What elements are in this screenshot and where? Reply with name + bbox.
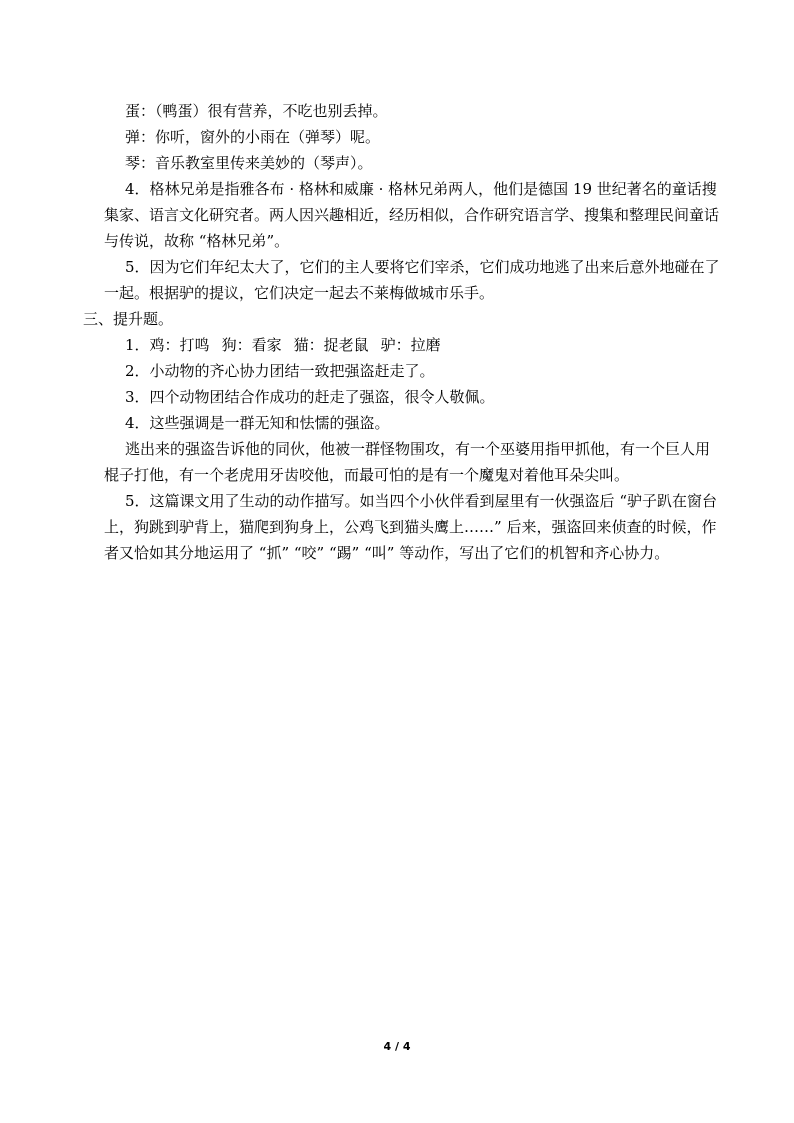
answer-cat: 猫：捉老鼠 (293, 336, 369, 354)
section3-item-4-detail: 逃出来的强盗告诉他的同伙，他被一群怪物围攻，有一个巫婆用指甲抓他，有一个巨人用棍子打他，有一个老虎用牙齿咬他，而最可怕的是有一个魔鬼对着他耳朵尖叫。 (104, 440, 711, 484)
document-body (83, 98, 724, 566)
answer-donkey: 驴：拉磨 (380, 336, 441, 354)
section3-item-2: 2．小动物的齐心协力团结一致把强盗赶走了。 (125, 362, 435, 380)
vocab-line-tan: 弹：你听，窗外的小雨在（弹琴）呢。 (125, 128, 381, 146)
page-number: 4 / 4 (383, 1040, 411, 1053)
section-heading-3: 三、提升题。 (83, 310, 174, 328)
answer-item-4: 4．格林兄弟是指雅各布 · 格林和威廉 · 格林兄弟两人，他们是德国 19 世纪著名的童话搜集家、语言文化研究者。两人因兴趣相近，经历相似，合作研究语言学、搜集和整理民间童话与传说，故称 “格林兄弟”。 (104, 180, 720, 250)
section3-item-1-prefix: 1． (125, 336, 150, 354)
answer-item-5: 5．因为它们年纪太大了，它们的主人要将它们宰杀，它们成功地逃了出来后意外地碰在了一起。根据驴的提议，它们决定一起去不莱梅做城市乐手。 (104, 258, 720, 302)
answer-dog: 狗：看家 (221, 336, 282, 354)
section3-item-3: 3．四个动物团结合作成功的赶走了强盗，很令人敬佩。 (125, 388, 495, 406)
vocab-line-dan: 蛋：（鸭蛋）很有营养，不吃也别丢掉。 (125, 102, 388, 120)
section3-item-5: 5．这篇课文用了生动的动作描写。如当四个小伙伴看到屋里有一伙强盗后 “驴子趴在窗台上，狗跳到驴背上，猫爬到狗身上，公鸡飞到猫头鹰上……” 后来，强盗回来侦查的时候，作者又恰如其分地运用了 “抓” “咬” “踢” “叫” 等动作，写出了它们的机智和齐心协力。 (104, 492, 717, 562)
section3-item-4: 4．这些强调是一群无知和怯懦的强盗。 (125, 414, 390, 432)
section3-item-1 (104, 332, 724, 358)
vocab-line-qin: 琴：音乐教室里传来美妙的（琴声）。 (125, 154, 373, 172)
answer-chicken: 鸡：打鸣 (149, 336, 210, 354)
